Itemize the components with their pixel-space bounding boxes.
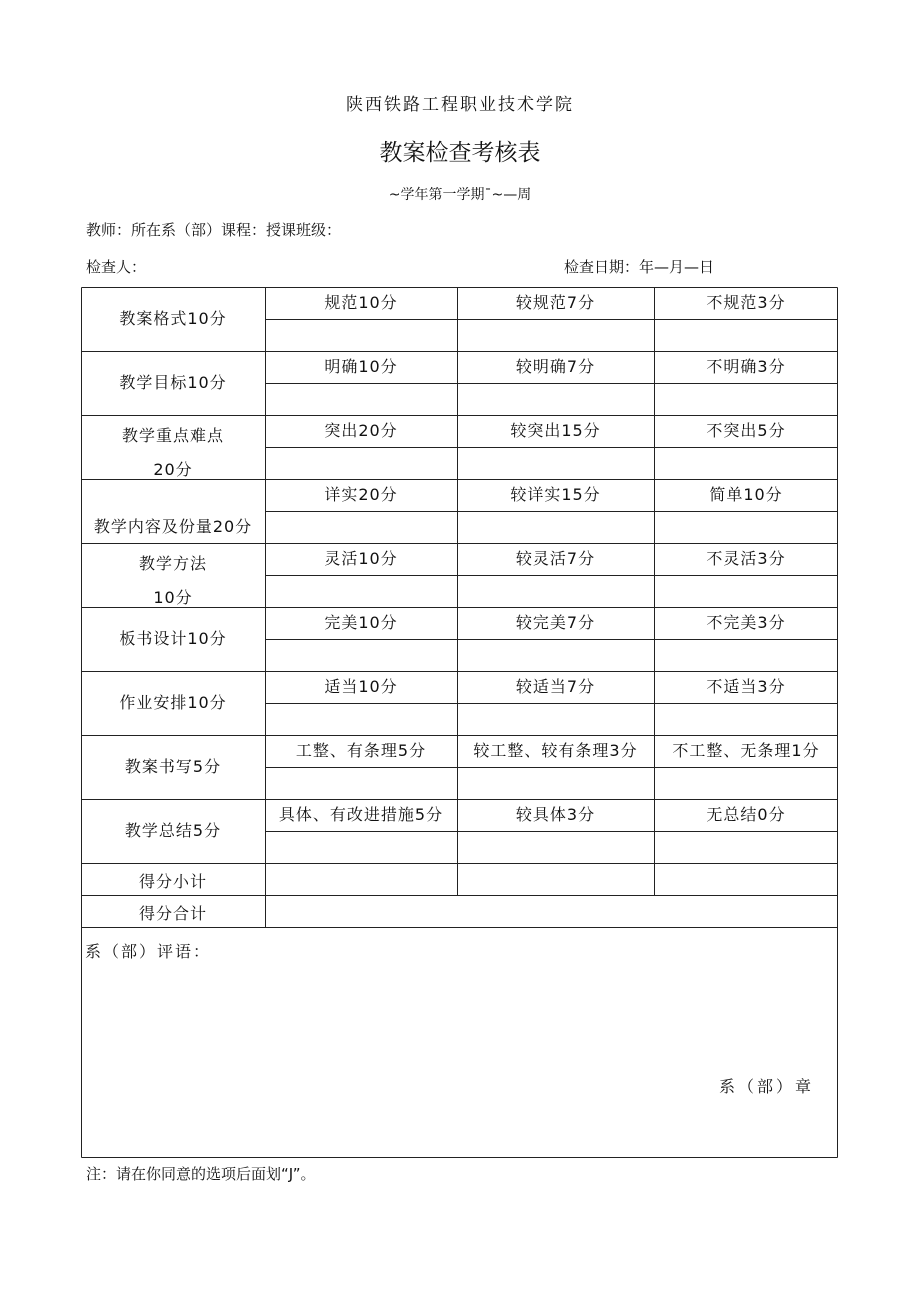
category-label: 板书设计10分 — [119, 629, 227, 648]
check-cell[interactable] — [459, 513, 652, 541]
check-cell[interactable] — [459, 769, 652, 797]
check-cell[interactable] — [459, 321, 652, 349]
option-label: 完美10分 — [324, 613, 398, 632]
option-label: 不突出5分 — [706, 421, 786, 440]
option-label: 无总结0分 — [706, 805, 786, 824]
option-label: 工整、有条理5分 — [295, 741, 427, 760]
check-date-label: 检查日期：年—月—日 — [564, 258, 715, 276]
option-label: 适当10分 — [324, 677, 398, 696]
option-label: 突出20分 — [324, 421, 398, 440]
comment-label: 系（部）评语： — [85, 942, 212, 961]
option-label: 规范10分 — [324, 293, 398, 312]
option-label: 较完美7分 — [515, 613, 596, 632]
check-cell[interactable] — [656, 833, 836, 861]
check-cell[interactable] — [267, 449, 455, 477]
check-cell[interactable] — [656, 769, 836, 797]
total-label: 得分合计 — [138, 904, 207, 923]
category-cell — [81, 547, 265, 615]
check-cell[interactable] — [656, 385, 836, 413]
check-cell[interactable] — [267, 705, 455, 733]
check-cell[interactable] — [459, 705, 652, 733]
check-cell[interactable] — [656, 641, 836, 669]
check-cell[interactable] — [656, 577, 836, 605]
category-cell — [81, 629, 265, 649]
option-label: 较适当7分 — [515, 677, 596, 696]
option-label: 较明确7分 — [515, 357, 596, 376]
check-cell[interactable] — [267, 833, 455, 861]
option-label: 灵活10分 — [324, 549, 398, 568]
category-cell — [81, 757, 265, 777]
check-cell[interactable] — [656, 705, 836, 733]
category-label: 教学内容及份量20分 — [93, 517, 253, 536]
check-cell[interactable] — [459, 577, 652, 605]
category-cell — [81, 693, 265, 713]
subtotal-label: 得分小计 — [138, 872, 207, 891]
check-cell[interactable] — [656, 513, 836, 541]
option-label: 较工整、较有条理3分 — [473, 741, 638, 760]
option-label: 具体、有改进措施5分 — [278, 805, 444, 824]
option-label: 不规范3分 — [706, 293, 786, 312]
school-name: 陕西铁路工程职业技术学院 — [346, 95, 574, 115]
option-label: 较规范7分 — [515, 293, 596, 312]
option-label: 较灵活7分 — [515, 549, 596, 568]
category-label: 教学总结5分 — [124, 821, 222, 840]
option-label: 较详实15分 — [510, 485, 601, 504]
category-label: 教学重点难点 — [121, 426, 224, 445]
category-label: 教学目标10分 — [119, 373, 227, 392]
category-label: 教案书写5分 — [124, 757, 222, 776]
category-label: 作业安排10分 — [119, 693, 227, 712]
option-label: 简单10分 — [709, 485, 783, 504]
check-cell[interactable] — [459, 385, 652, 413]
category-cell — [81, 309, 265, 329]
category-label: 10分 — [153, 588, 193, 607]
option-label: 详实20分 — [324, 485, 398, 504]
category-label: 教案格式10分 — [119, 309, 227, 328]
form-title: 教案检查考核表 — [379, 140, 541, 166]
option-label: 不完美3分 — [706, 613, 786, 632]
category-cell — [81, 821, 265, 841]
category-label: 教学方法 — [138, 554, 207, 573]
check-cell[interactable] — [267, 769, 455, 797]
teacher-info-line: 教师：所在系（部）课程：授课班级： — [86, 221, 342, 239]
check-cell[interactable] — [267, 513, 455, 541]
inspector-label: 检查人： — [86, 258, 147, 276]
category-label: 20分 — [153, 460, 193, 479]
check-cell[interactable] — [459, 641, 652, 669]
assessment-table — [81, 287, 838, 1158]
check-cell[interactable] — [267, 385, 455, 413]
option-label: 明确10分 — [324, 357, 398, 376]
check-cell[interactable] — [459, 833, 652, 861]
option-label: 不明确3分 — [706, 357, 786, 376]
category-cell — [81, 373, 265, 393]
category-cell — [81, 517, 265, 537]
option-label: 不灵活3分 — [706, 549, 786, 568]
check-cell[interactable] — [656, 321, 836, 349]
term-line: ~学年第一学期¯~—周 — [388, 187, 532, 203]
check-cell[interactable] — [267, 641, 455, 669]
option-label: 较具体3分 — [515, 805, 596, 824]
category-cell — [81, 419, 265, 487]
check-cell[interactable] — [459, 449, 652, 477]
option-label: 较突出15分 — [510, 421, 601, 440]
check-cell[interactable] — [267, 321, 455, 349]
option-label: 不工整、无条理1分 — [672, 741, 820, 760]
footnote: 注：请在你同意的选项后面划“J”。 — [86, 1165, 316, 1183]
option-label: 不适当3分 — [706, 677, 786, 696]
seal-label: 系（部）章 — [719, 1077, 815, 1096]
check-cell[interactable] — [656, 449, 836, 477]
check-cell[interactable] — [267, 577, 455, 605]
